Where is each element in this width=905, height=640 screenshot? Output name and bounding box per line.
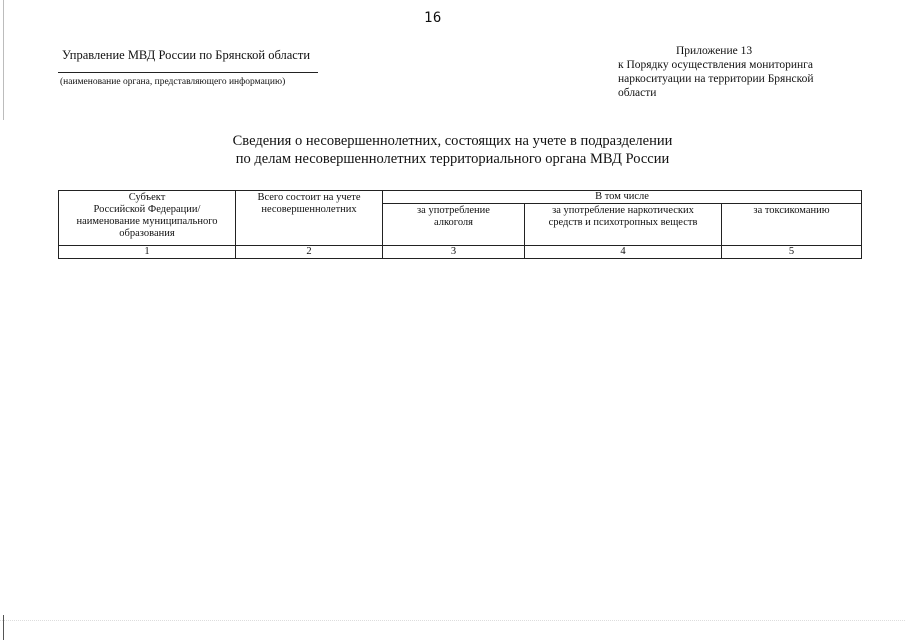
column-number-cell: 2 [236,246,383,259]
header-cell-alcohol [383,204,525,246]
appendix-line: наркоситуации на территории Брянской [618,73,814,85]
header-total-label: Всего состоит на учете несовершеннолетних [257,192,361,215]
document-title-line: Сведения о несовершеннолетних, состоящих на учете в подразделении [232,133,673,149]
header-group-label: В том числе [595,191,649,202]
header-drugs-label: за употребление наркотических средств и психотропных веществ [548,205,698,229]
appendix-title: Приложение 13 [676,45,753,57]
appendix-line: к Порядку осуществления мониторинга [618,59,814,71]
table-row [59,246,862,259]
report-table [58,190,862,259]
header-cell-total [236,191,383,246]
header-cell-drugs [525,204,722,246]
header-subject-label: Субъект Российской Федерации/ наименование муниципального образования [76,192,218,239]
scan-edge-left-bottom [3,615,4,640]
header-toxic-label: за токсикоманию [753,205,830,217]
organization-caption: (наименование органа, представляющего информацию) [60,77,286,87]
appendix-block [618,44,858,100]
column-number-cell: 5 [722,246,862,259]
header-cell-toxic [722,204,862,246]
scan-noise-line [0,620,905,621]
appendix-line: области [618,87,657,99]
page-number: 16 [424,10,442,26]
organization-name: Управление МВД России по Брянской области [62,48,311,62]
header-cell-subject [59,191,236,246]
document-title [150,132,755,168]
scan-edge-left [3,0,4,120]
header-alcohol-label: за употребление алкоголя [417,205,490,229]
header-cell-group [383,191,862,204]
column-number-cell: 1 [59,246,236,259]
column-number-cell: 3 [383,246,525,259]
column-number-cell: 4 [525,246,722,259]
organization-underline [58,72,318,73]
document-title-line: по делам несовершеннолетних территориального органа МВД России [235,151,670,167]
table-header-row [59,191,862,204]
